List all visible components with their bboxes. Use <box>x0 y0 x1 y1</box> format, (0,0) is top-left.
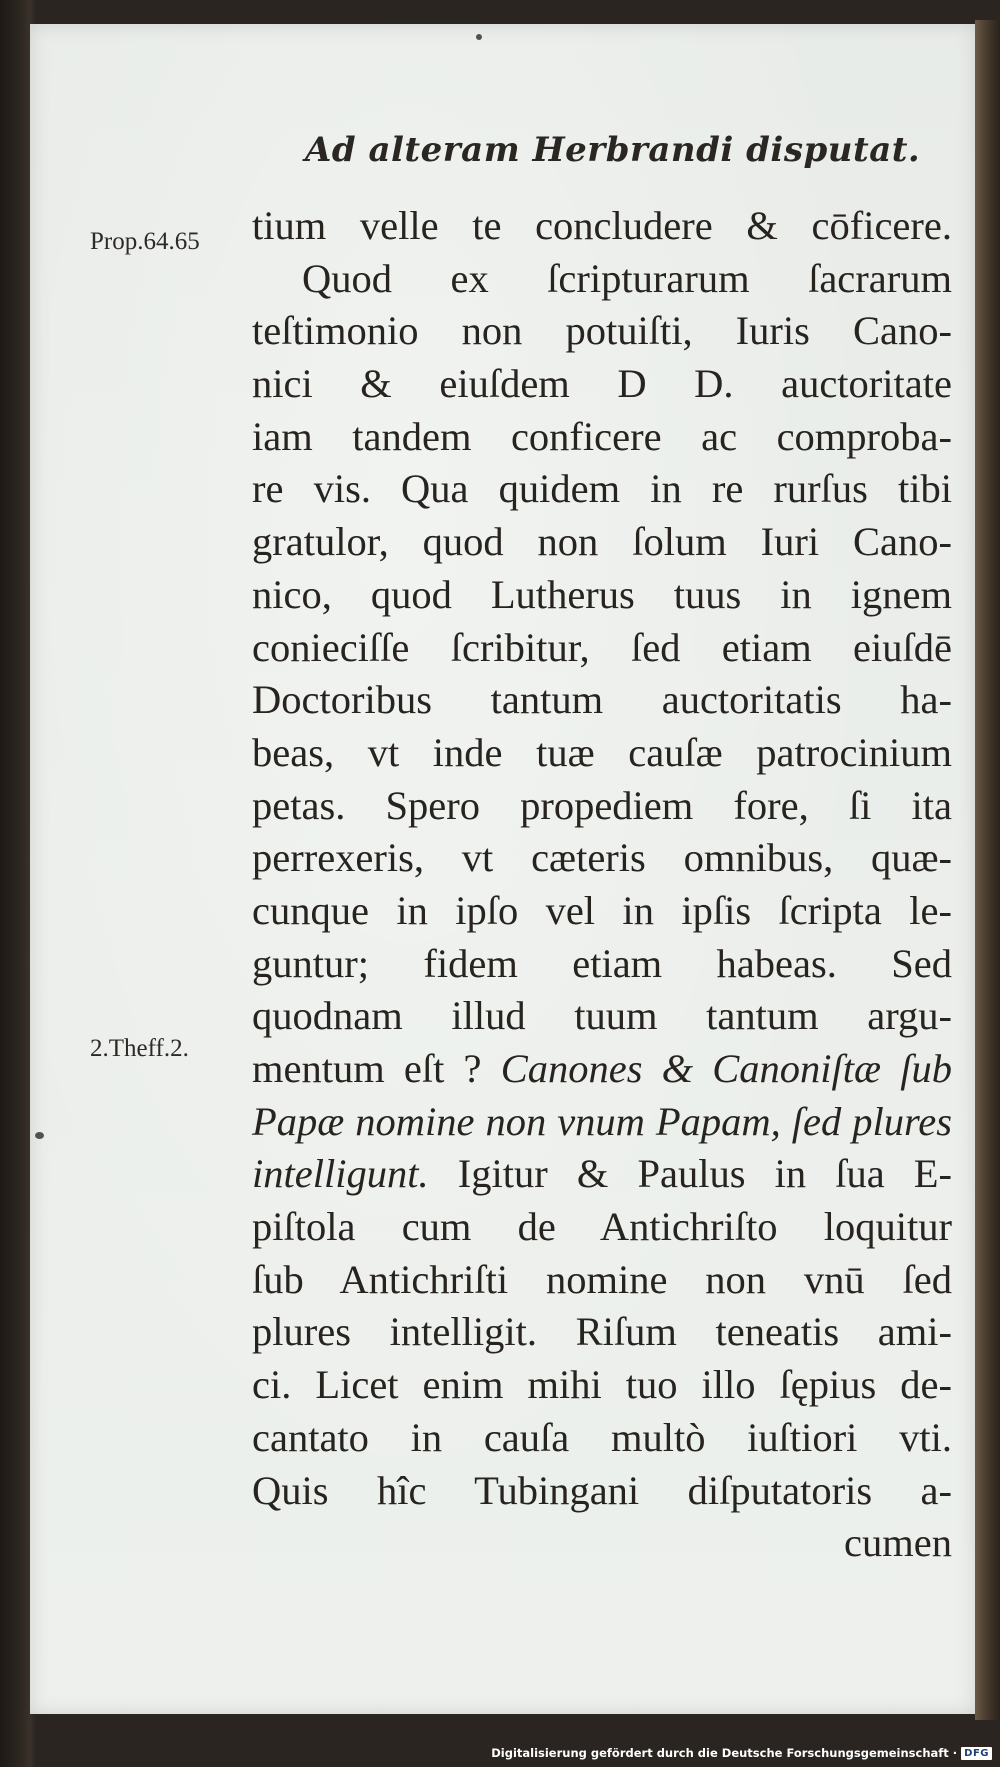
text-line-italic: Papæ nomine non vnum Papam, ſed plures <box>252 1098 952 1144</box>
text-roman: mentum eſt ? <box>252 1046 482 1091</box>
text-line: cunque in ipſo vel in ipſis ſcripta le- <box>252 887 952 933</box>
text-line <box>252 1043 952 1096</box>
text-line: petas. Spero propediem fore, ſi ita <box>252 782 952 828</box>
text-line: conieciſſe ſcribitur, ſed etiam eiuſdē <box>252 624 952 670</box>
text-line: iam tandem conficere ac comproba- <box>252 413 952 459</box>
dfg-logo: DFG <box>961 1747 992 1760</box>
marginal-note-thessalonians: 2.Theff.2. <box>90 1035 189 1062</box>
paper-speck <box>476 34 482 40</box>
text-line: re vis. Qua quidem in re rurſus tibi <box>252 466 952 512</box>
text-line: nici & eiuſdem D D. auctoritate <box>252 361 952 407</box>
text-line: Quod ex ſcripturarum ſacrarum <box>302 255 952 301</box>
text-line <box>252 1148 952 1201</box>
text-line: nico, quod Lutherus tuus in ignem <box>252 571 952 617</box>
text-roman: Igitur & Paulus in ſua E- <box>457 1151 953 1197</box>
text-line: guntur; fidem etiam habeas. Sed <box>252 940 952 986</box>
text-line: perrexeris, vt cæteris omnibus, quæ- <box>252 835 952 881</box>
text-line: ci. Licet enim mihi tuo illo ſępius de- <box>252 1362 952 1408</box>
text-line: cantato in cauſa multò iuſtiori vti. <box>252 1414 952 1460</box>
text-italic: intelligunt. <box>252 1151 429 1197</box>
text-line: Quis hîc Tubingani diſputatoris a- <box>252 1467 952 1513</box>
text-line: Doctoribus tantum auctoritatis ha- <box>252 677 952 723</box>
footer-credit: Digitalisierung gefördert durch die Deutsche Forschungsgemeinschaft · <box>491 1746 958 1760</box>
book-edge <box>975 20 1000 1720</box>
text-line: tium velle te concludere & cōficere. <box>252 203 952 248</box>
body-text <box>252 200 952 1570</box>
catchword: cumen <box>844 1520 952 1566</box>
text-line: plures intelligit. Riſum teneatis ami- <box>252 1309 952 1355</box>
digitization-footer <box>491 1743 992 1763</box>
text-line: teſtimonio non potuiſti, Iuris Cano- <box>252 308 952 354</box>
text-line: piſtola cum de Antichriſto loquitur <box>252 1204 952 1250</box>
text-line: ſub Antichriſti nomine non vnū ſed <box>252 1256 952 1302</box>
text-line: quodnam illud tuum tantum argu- <box>252 993 952 1039</box>
text-line: gratulor, quod non ſolum Iuri Cano- <box>252 519 952 565</box>
text-italic: Canones & Canoniſtæ ſub <box>500 1046 952 1091</box>
marginal-note-proposition: Prop.64.65 <box>90 228 200 255</box>
paper-speck <box>35 1132 44 1139</box>
text-line: beas, vt inde tuæ cauſæ patrocinium <box>252 729 952 775</box>
running-head: Ad alteram Herbrandi disputat. <box>305 130 921 170</box>
